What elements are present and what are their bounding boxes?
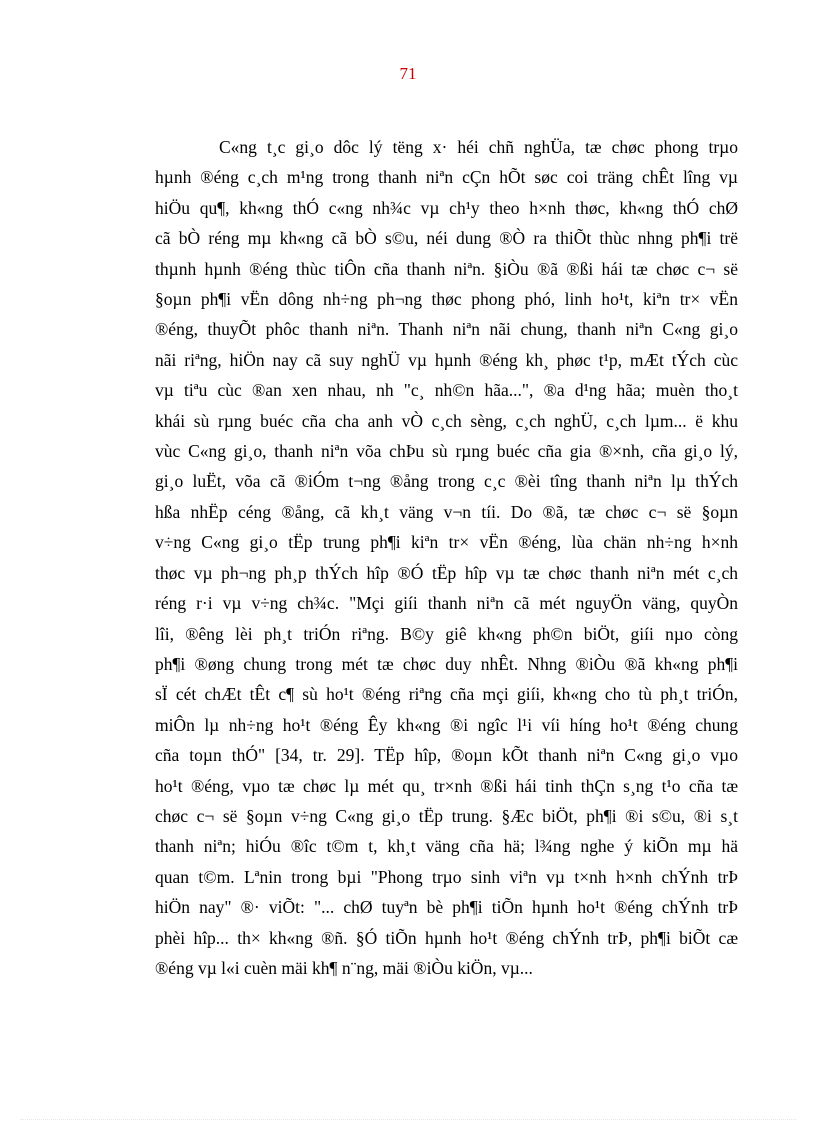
text-line: hiÖu qu¶, kh«ng thÓ c«ng nh¾c vµ ch¹y theo h×nh thøc, kh«ng thÓ chØ — [155, 197, 738, 218]
text-line: ®éng, thuyÕt phôc thanh niªn. Thanh niªn nãi chung, thanh niªn C«ng gi¸o — [155, 319, 738, 340]
text-line: ®éng vµ l«i cuèn mäi kh¶ n¨ng, mäi ®iÒu kiÖn, vµ... — [155, 957, 533, 978]
text-line: chøc c¬ së §oµn v÷ng C«ng gi¸o tËp trung. §Æc biÖt, ph¶i ®i s©u, ®i s¸t — [155, 805, 738, 826]
text-line: khái sù rµng buéc cña cha anh vÒ c¸ch sèng, c¸ch nghÜ, c¸ch lµm... ë khu — [155, 410, 738, 431]
text-line: réng r·i vµ v÷ng ch¾c. "Mçi giíi thanh niªn cã mét nguyÖn väng, quyÒn — [155, 593, 738, 614]
text-line: nãi riªng, hiÖn nay cã suy nghÜ vµ hµnh ®éng kh¸ phøc t¹p, mÆt tÝch cùc — [155, 349, 738, 370]
text-line: hµnh ®éng c¸ch m¹ng trong thanh niªn cÇn hÕt søc coi träng chÊt lîng vµ — [155, 167, 738, 188]
text-line: §oµn ph¶i vËn dông nh÷ng ph¬ng thøc phong phó, linh ho¹t, kiªn tr× vËn — [155, 289, 738, 310]
text-line: cã bÒ réng mµ kh«ng cã bÒ s©u, néi dung ®Ò ra thiÕt thùc nhng ph¶i trë — [155, 228, 738, 249]
text-line: vµ tiªu cùc ®an xen nhau, nh "c¸ nh©n hãa...", ®a d¹ng hãa; muèn tho¸t — [155, 380, 738, 401]
text-line: hßa nhËp céng ®ång, cã kh¸t väng v¬n tíi. Do ®ã, tæ chøc c¬ së §oµn — [155, 501, 738, 522]
text-line: cña toµn thÓ" [34, tr. 29]. TËp hîp, ®oµn kÕt thanh niªn C«ng gi¸o vµo — [155, 745, 738, 766]
text-line: miÔn lµ nh÷ng ho¹t ®éng Êy kh«ng ®i ngîc l¹i víi híng ho¹t ®éng chung — [155, 714, 738, 735]
text-line: sÏ cét chÆt tÊt c¶ sù ho¹t ®éng riªng cña mçi giíi, kh«ng cho tù ph¸t triÓn, — [155, 684, 738, 705]
text-line: v÷ng C«ng gi¸o tËp trung ph¶i kiªn tr× vËn ®éng, lùa chän nh÷ng h×nh — [155, 532, 738, 553]
text-line: thµnh hµnh ®éng thùc tiÔn cña thanh niªn. §iÒu ®ã ®ßi hái tæ chøc c¬ së — [155, 258, 738, 279]
text-line: gi¸o luËt, võa cã ®iÓm t¬ng ®ång trong c¸c ®èi tîng thanh niªn lµ thÝch — [155, 471, 738, 492]
page-number: 71 — [399, 64, 417, 83]
text-line: phèi hîp... th× kh«ng ®ñ. §Ó tiÕn hµnh ho¹t ®éng chÝnh trÞ, ph¶i biÕt cæ — [155, 927, 738, 948]
text-line: vùc C«ng gi¸o, thanh niªn võa chÞu sù rµng buéc cña gia ®×nh, cña gi¸o lý, — [155, 441, 738, 462]
text-line: lîi, ®êng lèi ph¸t triÓn riªng. B©y giê kh«ng ph©n biÖt, giíi nµo còng — [155, 623, 738, 644]
page-bottom-rule — [20, 1119, 796, 1120]
text-line: quan t©m. Lªnin trong bµi "Phong trµo sinh viªn vµ t×nh h×nh chÝnh trÞ — [155, 866, 738, 887]
text-line: ph¶i ®øng chung trong mét tæ chøc duy nhÊt. Nhng ®iÒu ®ã kh«ng ph¶i — [155, 653, 738, 674]
text-line: thøc vµ ph¬ng ph¸p thÝch hîp ®Ó tËp hîp vµ tæ chøc thanh niªn mét c¸ch — [155, 562, 738, 583]
body-paragraph — [155, 132, 738, 983]
text-line: hiÖn nay" ®· viÕt: "... chØ tuyªn bè ph¶i tiÕn hµnh ho¹t ®éng chÝnh trÞ — [155, 897, 738, 918]
text-line: ho¹t ®éng, vµo tæ chøc lµ mét qu¸ tr×nh ®ßi hái tinh thÇn s¸ng t¹o cña tæ — [155, 775, 738, 796]
text-line: C«ng t¸c gi¸o dôc lý tëng x· héi chñ nghÜa, tæ chøc phong trµo — [219, 137, 738, 157]
text-line: thanh niªn; hiÓu ®îc t©m t, kh¸t väng cña hä; l¾ng nghe ý kiÕn mµ hä — [155, 836, 738, 857]
